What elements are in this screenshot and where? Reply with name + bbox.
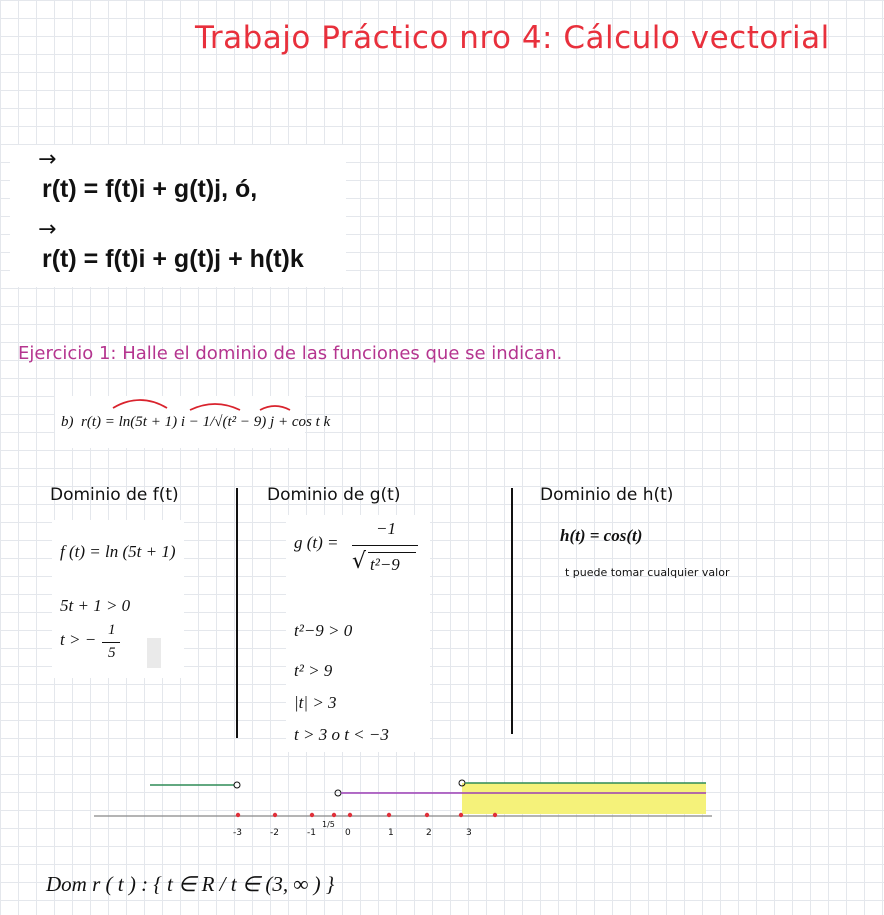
g-step-3: |t| > 3 — [294, 693, 337, 712]
tick-label: -2 — [270, 828, 279, 838]
tick-label: -1 — [307, 828, 316, 838]
g-domain-box — [286, 515, 430, 752]
tick-label-fraction: 1/5 — [322, 820, 335, 829]
tick-dot — [425, 813, 429, 817]
tick-dot — [273, 813, 277, 817]
definition-line-2: r(t) = f(t)i + g(t)j + h(t)k — [42, 245, 304, 273]
tick-dot — [387, 813, 391, 817]
column-divider — [511, 488, 513, 734]
g-step-2: t² > 9 — [294, 661, 333, 680]
g-def-den: t²−9 — [370, 555, 400, 574]
tick-dot — [493, 813, 497, 817]
f-domain-box — [52, 520, 184, 678]
exercise-heading: Ejercicio 1: Halle el dominio de las funciones que se indican. — [18, 343, 563, 364]
item-formula: r(t) = ln(5t + 1) i − 1/√(t² − 9) j + cos t k — [81, 414, 331, 430]
tick-dot — [459, 813, 463, 817]
tick-dot — [310, 813, 314, 817]
f-step-2-den: 5 — [108, 645, 116, 661]
number-line — [0, 770, 884, 845]
tick-label: 1 — [388, 828, 394, 838]
tick-label: 3 — [466, 828, 472, 838]
smudge — [147, 638, 161, 668]
tick-label: 0 — [345, 828, 351, 838]
heading-domain-g: Dominio de g(t) — [267, 485, 401, 505]
f-definition: f (t) = ln (5t + 1) — [60, 542, 176, 561]
sqrt-bar — [368, 552, 416, 553]
definition-line-1: r(t) = f(t)i + g(t)j, ó, — [42, 175, 258, 203]
sqrt-icon: √ — [352, 549, 367, 574]
g-def-lhs: g (t) = — [294, 533, 339, 552]
heading-domain-f: Dominio de f(t) — [50, 485, 179, 505]
definitions-card — [10, 145, 346, 287]
tick-label: -3 — [233, 828, 242, 838]
item-label: b) — [61, 414, 74, 430]
heading-domain-h: Dominio de h(t) — [540, 485, 674, 505]
g-def-num: −1 — [376, 519, 396, 538]
h-note: t puede tomar cualquier valor — [565, 566, 730, 579]
tick-dot — [236, 813, 240, 817]
column-divider — [236, 488, 238, 738]
page-title: Trabajo Práctico nro 4: Cálculo vectorial — [195, 20, 830, 56]
h-definition: h(t) = cos(t) — [560, 526, 643, 545]
f-step-2-num: 1 — [108, 622, 116, 638]
tick-label: 2 — [426, 828, 432, 838]
solution-highlight — [462, 783, 706, 814]
domain-result: Dom r ( t ) : { t ∈ R / t ∈ (3, ∞ ) } — [46, 872, 335, 896]
g-step-1: t²−9 > 0 — [294, 621, 353, 640]
fraction-bar — [102, 642, 120, 643]
tick-dot — [348, 813, 352, 817]
vector-arrow-icon: → — [38, 147, 57, 172]
fraction-bar — [352, 545, 418, 546]
open-point — [234, 782, 240, 788]
vector-arrow-icon: → — [38, 217, 57, 242]
f-step-2: t > − — [60, 630, 97, 649]
f-step-1: 5t + 1 > 0 — [60, 596, 131, 615]
exercise-item — [55, 396, 331, 448]
g-step-4: t > 3 o t < −3 — [294, 725, 389, 744]
open-point — [335, 790, 341, 796]
tick-dot — [332, 813, 336, 817]
